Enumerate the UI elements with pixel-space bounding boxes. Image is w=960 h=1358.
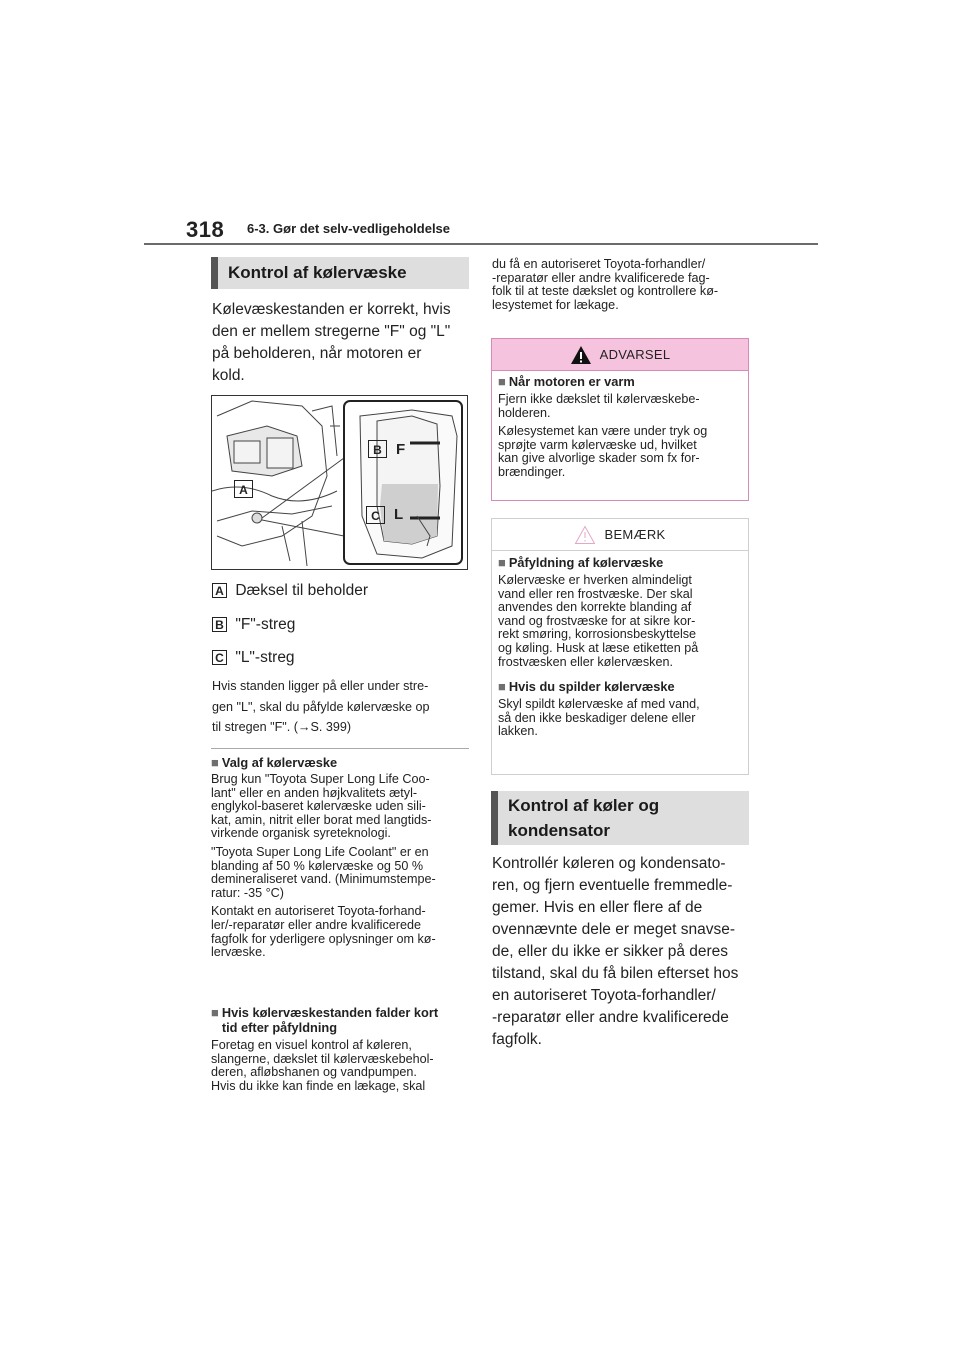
intro-line: Kølevæskestanden er korrekt, hvis: [212, 301, 451, 318]
note-line: Hvis standen ligger på eller under stre-: [212, 679, 429, 693]
text-line: kat, amin, nitrit eller borat med langtids-: [211, 812, 432, 827]
text-line: Skyl spildt kølervæske af med vand,: [498, 697, 700, 712]
text-line: lesystemet for lækage.: [492, 297, 619, 312]
text-line: og køling. Husk at læse etiketten på: [498, 640, 699, 655]
text-line: tilstand, skal du få bilen efterset hos: [492, 965, 739, 982]
notice-subheading-spill: ■ Hvis du spilder kølervæske: [498, 679, 675, 695]
text-line: holderen.: [498, 405, 551, 420]
text-line: vand og frostvæske for at sikre kor-: [498, 613, 696, 628]
text-line: Kølervæske er hverken almindeligt: [498, 573, 692, 587]
legend-text: "F"-streg: [235, 616, 296, 633]
legend-item-b: [212, 614, 295, 636]
notice-title: BEMÆRK: [604, 527, 666, 542]
radiator-body: [492, 853, 754, 1051]
notice-body: [492, 551, 748, 739]
text-line: ler/-reparatør eller andre kvalificerede: [211, 917, 421, 932]
legend-text: "L"-streg: [235, 649, 295, 666]
level-drop-p1: [211, 1039, 473, 1093]
legend-item-a: [212, 580, 368, 602]
legend-key: C: [212, 650, 227, 665]
intro-line: på beholderen, når motoren er: [212, 345, 422, 362]
text-line: Foretag en visuel kontrol af køleren,: [211, 1038, 412, 1052]
text-line: rekt smøring, korrosionsbeskyttelse: [498, 627, 697, 642]
text-line: Kontakt en autoriseret Toyota-forhand-: [211, 904, 426, 919]
warning-p2: [498, 425, 742, 479]
text-line: vand eller ren frostvæske. Der skal: [498, 586, 693, 601]
text-line: Brug kun "Toyota Super Long Life Coo-: [211, 772, 430, 786]
warning-p1: [498, 393, 742, 420]
figure-label-c: C: [366, 506, 385, 524]
coolant-choice-p3: [211, 905, 473, 959]
warning-subheading: ■ Når motoren er varm: [498, 374, 635, 389]
notice-box: [491, 518, 749, 775]
intro-line: kold.: [212, 367, 245, 384]
text-line: fagfolk.: [492, 1031, 542, 1048]
header-rule: [144, 243, 818, 245]
text-line: kondensator: [508, 821, 611, 840]
text-line: Kølesystemet kan være under tryk og: [498, 424, 708, 439]
text-line: folk til at teste dækslet og kontrollere kø-: [492, 284, 719, 299]
intro-text: [212, 299, 472, 387]
text-line: Fjern ikke dækslet til kølervæskebe-: [498, 392, 700, 406]
note-line: gen "L", skal du påfylde kølervæske op: [212, 699, 430, 714]
text-line: "Toyota Super Long Life Coolant" er en: [211, 844, 429, 859]
notice-header: [492, 519, 748, 551]
level-drop-block: [211, 1005, 473, 1093]
warning-triangle-icon: [570, 345, 592, 365]
section-heading-text: [508, 793, 659, 843]
coolant-choice-p2: [211, 846, 473, 900]
notice-spill-p: [498, 698, 742, 739]
text-line: ratur: -35 °C): [211, 885, 284, 900]
text-line: deren, afløbshanen og vandpumpen.: [211, 1065, 417, 1080]
subheading-text: Hvis du spilder kølervæske: [508, 679, 675, 695]
engine-illustration: [211, 395, 468, 570]
notice-subheading-fill: ■ Påfyldning af kølervæske: [498, 555, 664, 570]
subheading-level-drop: ■ Hvis kølervæskestanden falder kort tid efter påfyldning: [211, 1005, 439, 1035]
legend-key: B: [212, 617, 227, 632]
section-heading-radiator: [491, 791, 749, 845]
subheading-text: Påfyldning af kølervæske: [508, 555, 664, 570]
text-line: Hvis du ikke kan finde en lækage, skal: [211, 1078, 426, 1093]
text-line: de, eller du ikke er sikker på deres: [492, 943, 729, 960]
note-line: til stregen "F". (→S. 399): [212, 720, 352, 734]
page-number: 318: [186, 217, 225, 242]
text-line: en autoriseret Toyota-forhandler/: [492, 987, 716, 1004]
text-line: tid efter påfyldning: [221, 1020, 338, 1035]
intro-line: den er mellem stregerne "F" og "L": [212, 323, 451, 340]
text-line: Kontrollér køleren og kondensato-: [492, 855, 726, 872]
text-line: fagfolk for yderligere oplysninger om kø-: [211, 931, 436, 946]
subheading-text: Valg af kølervæske: [221, 755, 338, 770]
subheading-text: Når motoren er varm: [508, 374, 635, 389]
text-line: blanding af 50 % kølervæske og 50 %: [211, 858, 424, 873]
section-heading-coolant: [211, 257, 469, 289]
text-line: -reparatør eller andre kvalificerede: [492, 1009, 729, 1026]
figure-mark-f: F: [396, 441, 406, 458]
legend-item-c: [212, 647, 295, 669]
text-line: kan give alvorlige skader som fx for-: [498, 451, 700, 466]
text-line: sprøjte varm kølervæske ud, hvilket: [498, 437, 697, 452]
text-line: så den ikke beskadiger delene eller: [498, 710, 696, 725]
text-line: lervæske.: [211, 945, 266, 960]
text-line: englykol-baseret kølervæske uden sili-: [211, 799, 426, 814]
warning-box: [491, 338, 749, 501]
text-line: slangerne, dækslet til kølervæskebehol-: [211, 1051, 434, 1066]
text-line: anvendes den korrekte blanding af: [498, 600, 692, 615]
text-line: brændinger.: [498, 464, 566, 479]
figure-label-a: A: [234, 480, 253, 498]
coolant-choice-block: [211, 755, 473, 960]
text-line: Hvis kølervæskestanden falder kort: [221, 1005, 439, 1020]
text-line: ren, og fjern eventuelle fremmedle-: [492, 877, 733, 894]
text-line: demineraliseret vand. (Minimumstempe-: [211, 872, 436, 887]
text-line: lant" eller en anden højkvalitets ætyl-: [211, 785, 418, 800]
chapter-title: 6-3. Gør det selv-vedligeholdelse: [247, 221, 451, 236]
subheading-text: [222, 1005, 438, 1035]
text-line: frostvæsken eller kølervæsken.: [498, 654, 673, 669]
text-line: -reparatør eller andre kvalificerede fag-: [492, 270, 710, 285]
coolant-choice-p1: [211, 773, 473, 841]
text-line: lakken.: [498, 724, 538, 739]
text-line: Kontrol af køler og: [508, 796, 660, 815]
subheading-coolant-choice: ■ Valg af kølervæske: [211, 755, 338, 770]
text-line: virkende organisk syreteknologi.: [211, 826, 391, 841]
warning-body: [492, 371, 748, 480]
notice-triangle-icon: [574, 525, 596, 545]
legend-text: Dæksel til beholder: [235, 582, 368, 599]
figure-mark-l: L: [394, 506, 404, 523]
notice-fill-p: [498, 574, 742, 669]
legend-key: A: [212, 583, 227, 598]
continuation-text: [492, 258, 754, 312]
level-note: [212, 676, 472, 738]
warning-header: [492, 339, 748, 371]
divider: [211, 748, 469, 749]
figure-label-b: B: [368, 440, 387, 458]
text-line: gemer. Hvis en eller flere af de: [492, 899, 703, 916]
text-line: ovennævnte dele er meget snavse-: [492, 921, 735, 938]
section-heading-text: Kontrol af kølervæske: [228, 263, 407, 282]
text-line: du få en autoriseret Toyota-forhandler/: [492, 257, 706, 271]
warning-title: ADVARSEL: [599, 347, 671, 362]
